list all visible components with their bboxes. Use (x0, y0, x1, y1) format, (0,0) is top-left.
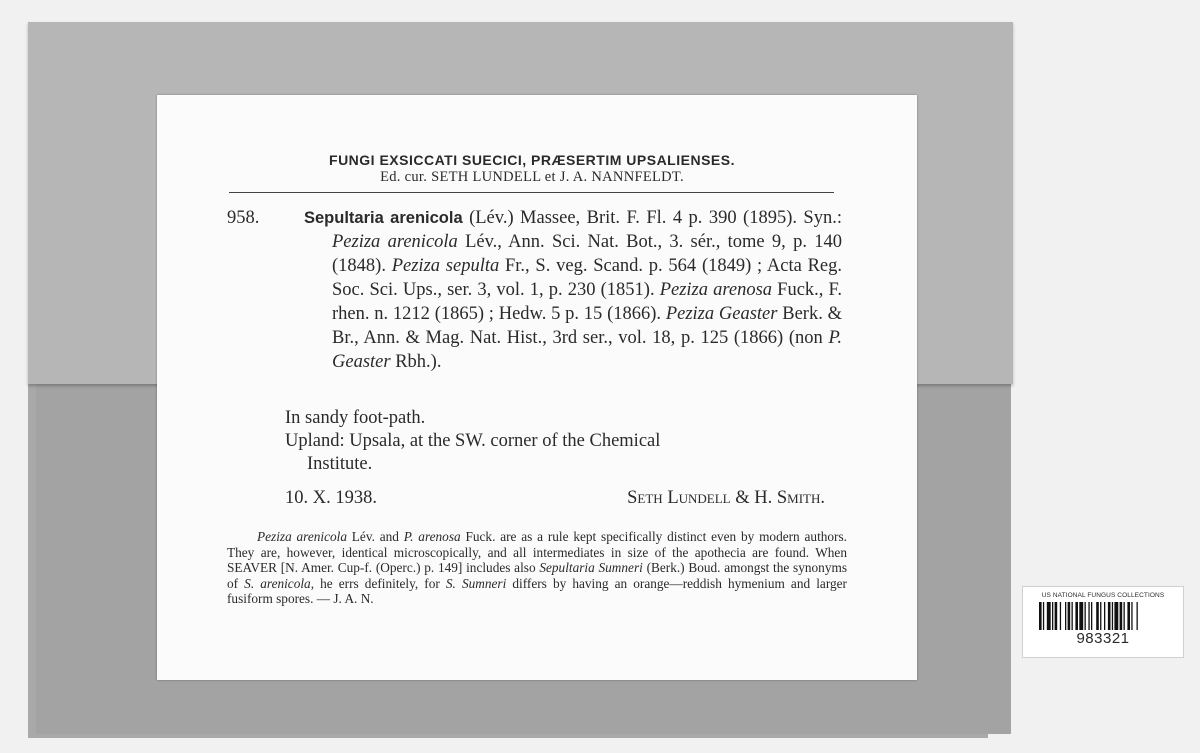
barcode-bar (1039, 602, 1042, 630)
locality-line-1: Upland: Upsala, at the SW. corner of the Chemical (285, 431, 661, 451)
barcode-bar (1072, 602, 1073, 630)
barcode-bar (1100, 602, 1101, 630)
barcode-bar (1047, 602, 1051, 630)
barcode-bar (1079, 602, 1083, 630)
catalog-number: 983321 (1076, 630, 1130, 647)
barcode-bar (1112, 602, 1113, 630)
text-run: Fr., S. veg. Scand. p. 564 (1849) ; Acta Reg. Soc. Sci. Ups., ser. 3, vol. 1, p. 230 (1851). (332, 256, 843, 300)
institution-name: US NATIONAL FUNGUS COLLECTIONS (1041, 592, 1165, 599)
collectors: Seth Lundell & H. Smith. (627, 488, 825, 508)
barcode-bar (1114, 602, 1118, 630)
barcode-bar (1091, 602, 1092, 630)
exsiccata-number: 958. (227, 208, 260, 228)
barcode-bar (1096, 602, 1099, 630)
text-run: (Berk.) Boud. amongst the synonyms of (227, 560, 847, 591)
barcode-bar (1075, 602, 1078, 630)
barcode-icon (1037, 602, 1169, 630)
italic-taxon-name: Peziza sepulta (391, 256, 500, 276)
barcode-bar (1085, 602, 1086, 630)
barcode-bar (1065, 602, 1066, 630)
barcode-bar (1055, 602, 1058, 630)
editors-line: Ed. cur. SETH LUNDELL et J. A. NANNFELDT. (380, 169, 684, 185)
italic-taxon-name: Peziza arenicola (332, 232, 458, 252)
text-run: Lév. and (347, 529, 404, 544)
italic-taxon-name: Sepultaria Sumneri (539, 560, 643, 576)
series-title: FUNGI EXSICCATI SUECICI, PRÆSERTIM UPSALIENSES. (329, 152, 735, 168)
text-run: differs by having an orange—reddish hymenium and larger fusiform spores. — J. A. N. (227, 575, 847, 607)
barcode-label (1022, 586, 1184, 658)
collection-date: 10. X. 1938. (285, 488, 377, 508)
barcode-bar (1127, 602, 1130, 630)
barcode-bar (1108, 602, 1111, 630)
italic-taxon-name: P. Geaster (332, 328, 842, 372)
barcode-bar (1104, 602, 1105, 630)
barcode-bar (1052, 602, 1053, 630)
locality-line-2: Institute. (307, 454, 373, 474)
text-run: , he errs definitely, for (310, 575, 446, 591)
barcode-bar (1137, 602, 1138, 630)
taxon-name: Sepultaria arenicola (304, 209, 463, 227)
header-rule (229, 192, 834, 193)
taxon-synonymy (304, 206, 842, 374)
barcode-bar (1060, 602, 1061, 630)
habitat-text: In sandy foot-path. (285, 408, 426, 428)
italic-taxon-name: Peziza Geaster (665, 304, 778, 324)
italic-taxon-name: P. arenosa (403, 529, 461, 544)
barcode-bar (1124, 602, 1125, 630)
italic-taxon-name: S. arenicola (244, 575, 311, 591)
italic-taxon-name: Peziza arenosa (659, 280, 773, 300)
text-run: (Lév.) Massee, Brit. F. Fl. 4 p. 390 (1895). Syn.: (469, 208, 842, 228)
barcode-bar (1043, 602, 1044, 630)
text-run: Berk. & Br., Ann. & Mag. Nat. Hist., 3rd ser., vol. 18, p. 125 (1866) (non (332, 304, 843, 348)
italic-taxon-name: S. Sumneri (445, 575, 507, 591)
synonymy-text (332, 208, 842, 372)
taxonomic-note (227, 529, 847, 607)
barcode-bar (1088, 602, 1089, 630)
specimen-label (157, 95, 917, 680)
barcode-bar (1120, 602, 1123, 630)
text-run: Fuck. are as a rule kept specifically distinct even by modern authors. They are, however, identical microscopically, and all intermediates in size of the apothecia are found. When SEAVER [N. Amer. Cup-f. (Operc.) p. 149] includes also (227, 529, 847, 576)
label-header (227, 152, 837, 186)
barcode-bar (1068, 602, 1071, 630)
taxon-entry (227, 206, 842, 374)
collection-line (285, 488, 825, 509)
text-run: Fuck., F. rhen. n. 1212 (1865) ; Hedw. 5 p. 15 (1866). (332, 280, 842, 324)
text-run: Rbh.). (390, 352, 442, 372)
barcode-bar (1131, 602, 1132, 630)
italic-taxon-name: Peziza arenicola (257, 529, 347, 544)
text-run: Lév., Ann. Sci. Nat. Bot., 3. sér., tome 9, p. 140 (1848). (332, 232, 842, 276)
habitat-block (285, 407, 845, 476)
